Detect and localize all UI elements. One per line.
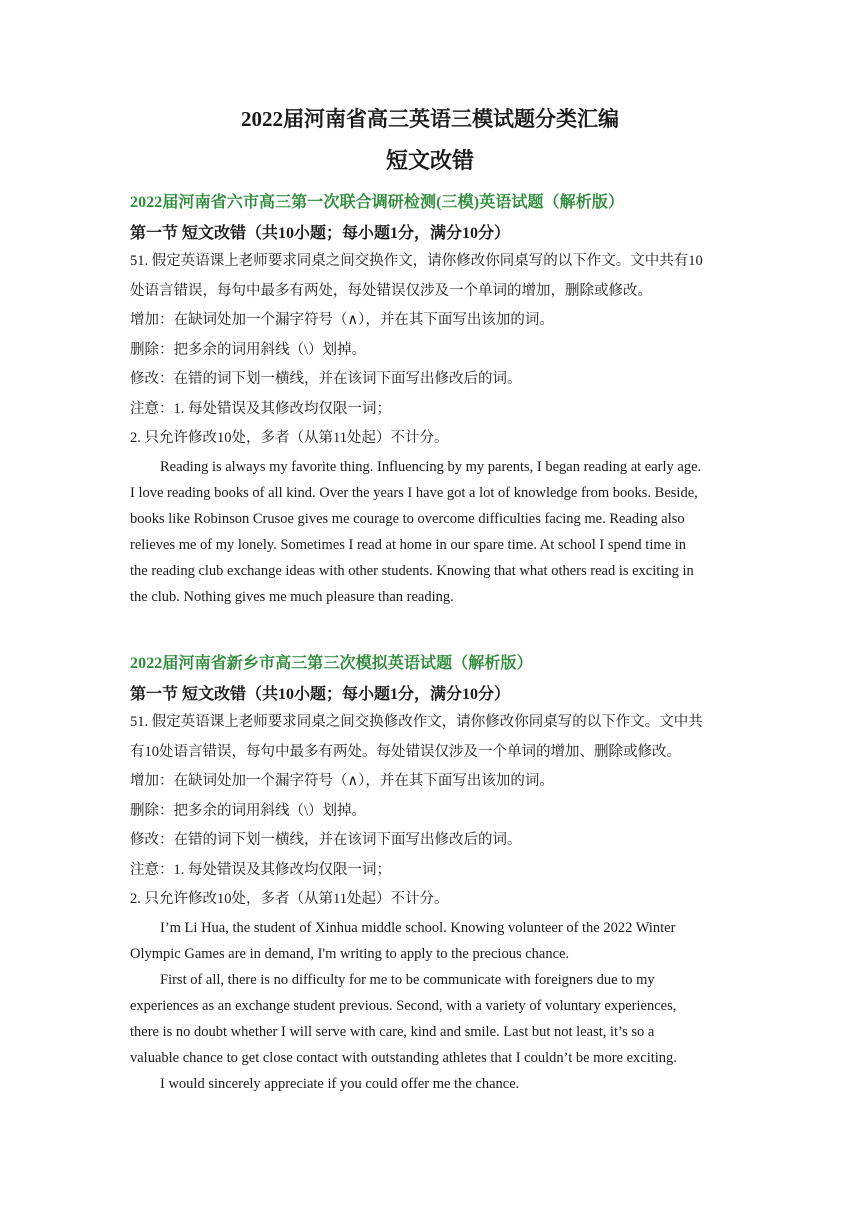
passage-line: Olympic Games are in demand, I'm writing to apply to the precious chance. — [130, 945, 570, 962]
instruction-line: 51. 假定英语课上老师要求同桌之间交换作文，请你修改你同桌写的以下作文。文中共有10 — [130, 253, 703, 269]
document-subtitle: 短文改错 — [385, 148, 474, 173]
passage-line: Reading is always my favorite thing. Influencing by my parents, I began reading at early age. — [160, 458, 702, 475]
instruction-line: 2. 只允许修改10处，多者（从第11处起）不计分。 — [130, 430, 449, 446]
instruction-line: 删除：把多余的词用斜线（\）划掉。 — [130, 802, 367, 819]
passage-line: relieves me of my lonely. Sometimes I read at home in our spare time. At school I spend time in — [130, 536, 686, 553]
instruction-line: 增加：在缺词处加一个漏字符号（∧），并在其下面写出该加的词。 — [130, 773, 554, 789]
instruction-line: 注意：1. 每处错误及其修改均仅限一词； — [130, 861, 391, 878]
passage-line: First of all, there is no difficulty for me to be communicate with foreigners due to my — [160, 971, 655, 988]
passage-line: I love reading books of all kind. Over the years I have got a lot of knowledge from books. Beside, — [130, 484, 698, 501]
passage-line: the reading club exchange ideas with other students. Knowing that what others read is exciting in — [130, 562, 694, 579]
passage-line: there is no doubt whether I will serve with care, kind and smile. Last but not least, it’s so a — [130, 1023, 655, 1040]
section-part-heading: 第一节 短文改错（共10小题；每小题1分，满分10分） — [130, 225, 511, 242]
section-source-title: 2022届河南省六市高三第一次联合调研检测(三模)英语试题（解析版） — [130, 194, 625, 211]
section-part-heading: 第一节 短文改错（共10小题；每小题1分，满分10分） — [130, 686, 511, 703]
instruction-line: 增加：在缺词处加一个漏字符号（∧），并在其下面写出该加的词。 — [130, 312, 554, 328]
document-title: 2022届河南省高三英语三模试题分类汇编 — [241, 107, 619, 131]
section-1 — [130, 190, 735, 610]
passage-line: I would sincerely appreciate if you could offer me the chance. — [160, 1075, 520, 1092]
instruction-line: 2. 只允许修改10处，多者（从第11处起）不计分。 — [130, 891, 449, 907]
section-source-title: 2022届河南省新乡市高三第三次模拟英语试题（解析版） — [130, 655, 533, 672]
section-2 — [130, 651, 735, 1097]
passage-line: the club. Nothing gives me much pleasure than reading. — [130, 588, 454, 605]
instruction-line: 修改：在错的词下划一横线，并在该词下面写出修改后的词。 — [130, 371, 522, 387]
instruction-line: 处语言错误，每句中最多有两处，每处错误仅涉及一个单词的增加，删除或修改。 — [130, 282, 652, 299]
instruction-line: 有10处语言错误，每句中最多有两处。每处错误仅涉及一个单词的增加、删除或修改。 — [130, 743, 681, 760]
passage-line: valuable chance to get close contact with outstanding athletes that I couldn’t be more exciting. — [130, 1049, 677, 1066]
passage-line: I’m Li Hua, the student of Xinhua middle school. Knowing volunteer of the 2022 Winter — [160, 919, 676, 936]
instruction-line: 修改：在错的词下划一横线，并在该词下面写出修改后的词。 — [130, 832, 522, 848]
instruction-line: 注意：1. 每处错误及其修改均仅限一词； — [130, 400, 391, 417]
passage-line: books like Robinson Crusoe gives me courage to overcome difficulties facing me. Reading also — [130, 510, 685, 527]
passage-line: experiences as an exchange student previous. Second, with a variety of voluntary experiences, — [130, 997, 677, 1014]
instruction-line: 51. 假定英语课上老师要求同桌之间交换修改作文，请你修改你同桌写的以下作文。文中共 — [130, 714, 703, 730]
instruction-line: 删除：把多余的词用斜线（\）划掉。 — [130, 341, 367, 358]
